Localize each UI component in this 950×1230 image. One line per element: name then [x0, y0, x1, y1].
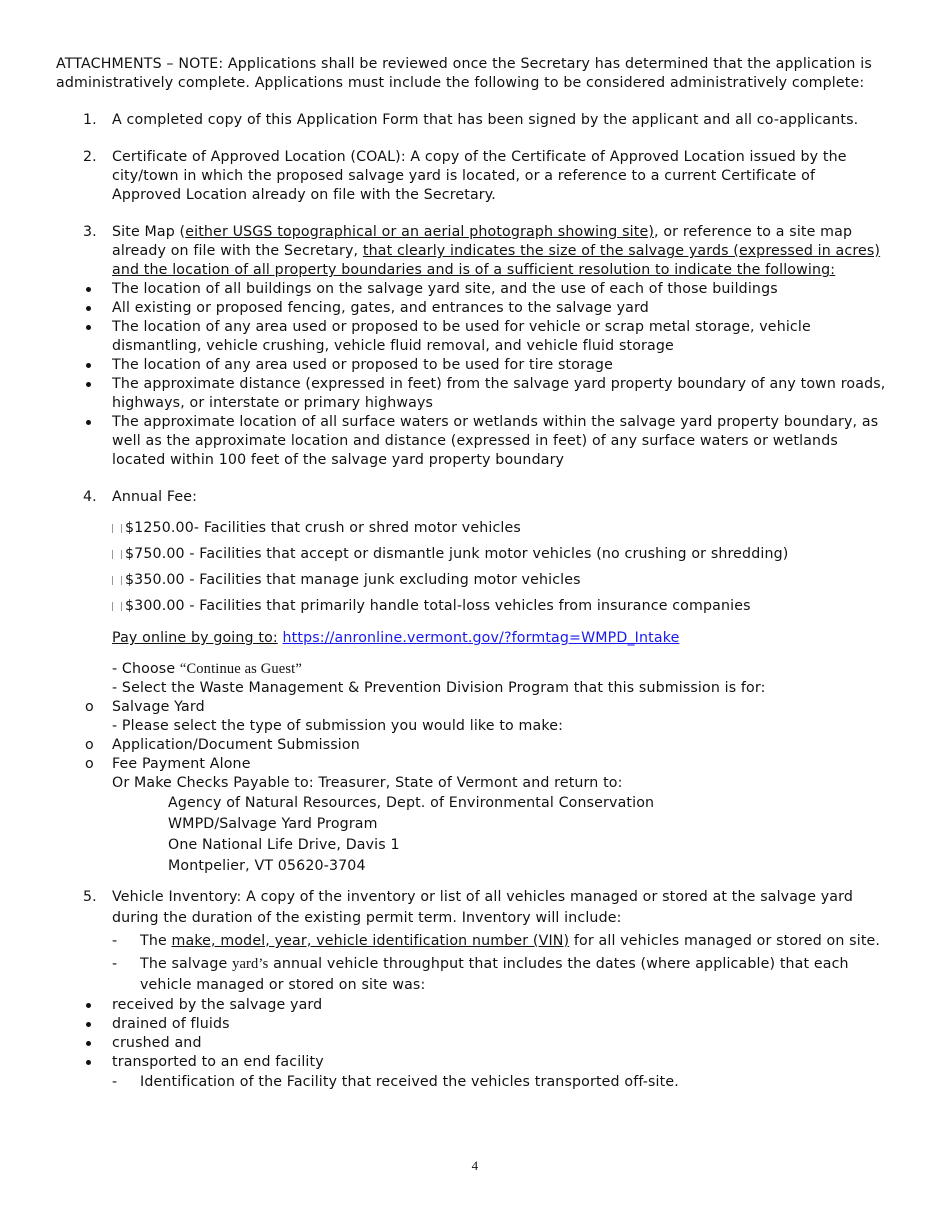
pay-online-link[interactable]: https://anronline.vermont.gov/?formtag=WMPD_Intake [282, 630, 680, 646]
site-map-bullets [56, 280, 886, 470]
inventory-dash-item: - The make, model, year, vehicle identification number (VIN) for all vehicles managed or stored on site. [112, 931, 886, 952]
checks-payable: Or Make Checks Payable to: Treasurer, State of Vermont and return to: [112, 775, 623, 791]
list-item: transported to an end facility [56, 1053, 886, 1072]
list-item: drained of fluids [56, 1015, 886, 1034]
list-item-5 [56, 887, 886, 929]
item-number: 4. [83, 489, 97, 505]
list-item: All existing or proposed fencing, gates, and entrances to the salvage yard [56, 299, 886, 318]
fee-option: $750.00 - Facilities that accept or dismantle junk motor vehicles (no crushing or shredding) [112, 545, 886, 571]
bullet-icon [86, 1003, 91, 1008]
list-item: o Fee Payment Alone [85, 756, 251, 772]
list-item: The approximate location of all surface waters or wetlands within the salvage yard property boundary, as well as the approximate location and distance (expressed in feet) of any surface waters or wetlands located within 100 feet of the salvage yard property boundary [56, 413, 886, 470]
document-page [56, 55, 886, 1093]
list-item-3 [56, 223, 886, 280]
list-item-2 [56, 148, 886, 205]
site-map-lead: Site Map ( [112, 224, 186, 240]
inventory-dash-item: - Identification of the Facility that received the vehicles transported off-site. [112, 1072, 886, 1093]
inventory-details-2 [56, 1072, 886, 1093]
bullet-icon [86, 363, 91, 368]
fee-options [56, 519, 886, 623]
list-item: The location of any area used or proposed to be used for vehicle or scrap metal storage, vehicle dismantling, vehicle crushing, vehicle fluid removal, and vehicle fluid storage [56, 318, 886, 356]
fee-option: $300.00 - Facilities that primarily handle total-loss vehicles from insurance companies [112, 597, 886, 623]
site-map-mid: , or reference to a site map already on file with the Secretary, [112, 224, 853, 259]
fee-checkbox[interactable] [112, 602, 122, 611]
fee-checkbox[interactable] [112, 524, 122, 533]
list-item-4 [56, 488, 886, 507]
annual-fee-title: Annual Fee: [112, 489, 198, 505]
step-continue-guest: - Choose “Continue as Guest” [112, 661, 302, 677]
item-number: 3. [83, 224, 97, 240]
list-item: crushed and [56, 1034, 886, 1053]
pay-online-label: Pay online by going to: [112, 630, 278, 646]
item-number: 2. [83, 149, 97, 165]
list-item: o Application/Document Submission [85, 737, 360, 753]
list-item: The location of any area used or proposed to be used for tire storage [56, 356, 886, 375]
bullet-icon [86, 325, 91, 330]
bullet-icon [86, 1041, 91, 1046]
fee-checkbox[interactable] [112, 550, 122, 559]
fee-option: $350.00 - Facilities that manage junk excluding motor vehicles [112, 571, 886, 597]
dash-icon: - [112, 1074, 118, 1090]
list-item-1 [56, 111, 886, 130]
list-item: The location of all buildings on the salvage yard site, and the use of each of those buildings [56, 280, 886, 299]
item-number: 1. [83, 112, 97, 128]
dash-icon: - [112, 956, 118, 972]
bullet-icon [86, 420, 91, 425]
inventory-details [56, 931, 886, 996]
mailing-address: Agency of Natural Resources, Dept. of Environmental Conservation WMPD/Salvage Yard Program One National Life Drive, Davis 1 Montpelier, VT 05620-3704 [168, 795, 655, 874]
throughput-bullets [56, 996, 886, 1072]
item-text: Vehicle Inventory: A copy of the inventory or list of all vehicles managed or stored at the salvage yard during the duration of the existing permit term. Inventory will include: [112, 889, 854, 926]
list-item: received by the salvage yard [56, 996, 886, 1015]
item-number: 5. [83, 889, 97, 905]
bullet-icon [86, 1060, 91, 1065]
inventory-dash-item: - The salvage yard’s annual vehicle throughput that includes the dates (where applicable) that each vehicle managed or stored on site was: [112, 956, 849, 993]
dash-icon: - [112, 933, 118, 949]
fee-checkbox[interactable] [112, 576, 122, 585]
fee-option: $1250.00- Facilities that crush or shred motor vehicles [112, 519, 886, 545]
bullet-icon [86, 1022, 91, 1027]
list-item: The approximate distance (expressed in feet) from the salvage yard property boundary of any town roads, highways, or interstate or primary highways [56, 375, 886, 413]
page-number: 4 [471, 1158, 479, 1173]
step-select-type: - Please select the type of submission you would like to make: [112, 718, 564, 734]
step-select-program: - Select the Waste Management & Prevention Division Program that this submission is for: [112, 680, 766, 696]
item-text: A completed copy of this Application Form that has been signed by the applicant and all co-applicants. [112, 112, 859, 128]
site-map-requirement: that clearly indicates the size of the salvage yards (expressed in acres) and the location of all property boundaries and is of a sufficient resolution to indicate the following: [112, 243, 881, 278]
circle-bullet-icon: o [85, 699, 94, 715]
circle-bullet-icon: o [85, 737, 94, 753]
bullet-icon [86, 306, 91, 311]
site-map-source: either USGS topographical or an aerial photograph showing site) [185, 224, 655, 240]
list-item: o Salvage Yard [85, 699, 205, 715]
bullet-icon [86, 287, 91, 292]
attachments-note: ATTACHMENTS – NOTE: Applications shall be reviewed once the Secretary has determined that the application is administratively complete. Applications must include the following to be considered administratively complete: [56, 56, 872, 91]
bullet-icon [86, 382, 91, 387]
circle-bullet-icon: o [85, 756, 94, 772]
item-text: Certificate of Approved Location (COAL): A copy of the Certificate of Approved Location issued by the city/town in which the proposed salvage yard is located, or a reference to a current Certificate of Approved Location already on file with the Secretary. [112, 149, 847, 203]
payment-steps [56, 660, 886, 698]
pay-online [56, 629, 886, 648]
